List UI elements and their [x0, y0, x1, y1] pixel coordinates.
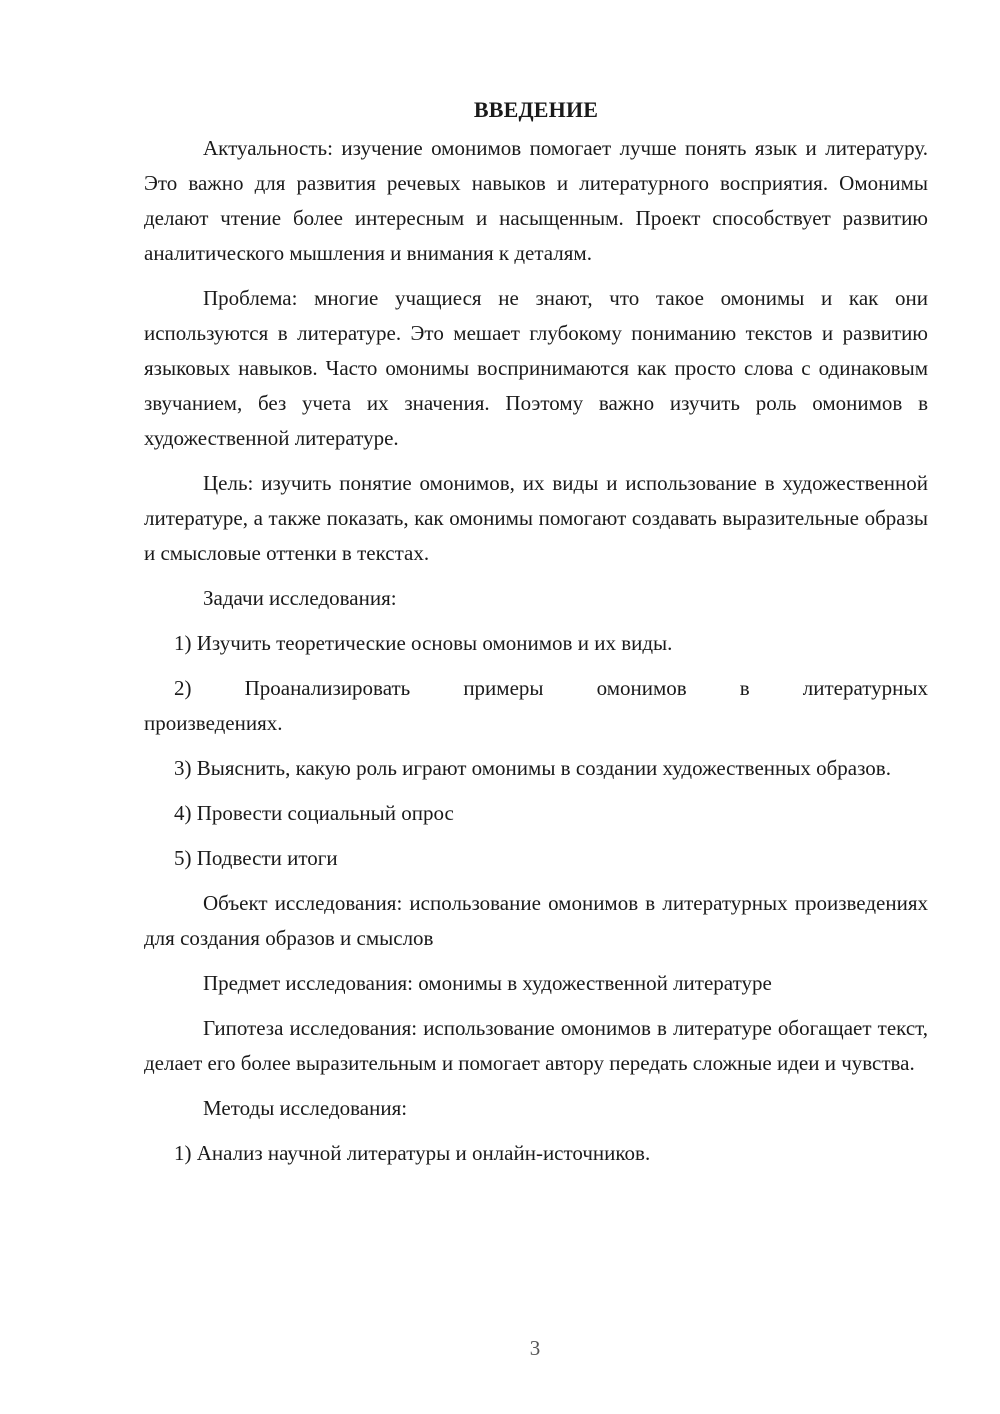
task-item-3: 3) Выяснить, какую роль играют омонимы в создании художественных образов.: [174, 756, 891, 780]
tasks-title: Задачи исследования:: [203, 586, 397, 610]
subject-paragraph: Предмет исследования: омонимы в художественной литературе: [203, 971, 772, 995]
task-item-1: 1) Изучить теоретические основы омонимов и их виды.: [174, 631, 673, 655]
page-number: 3: [529, 1336, 541, 1360]
methods-title: Методы исследования:: [203, 1096, 408, 1120]
section-heading: ВВЕДЕНИЕ: [473, 97, 599, 122]
object-paragraph: Объект исследования: использование омонимов в литературных произведениях для создания образов и смыслов: [144, 891, 928, 950]
task-item-4: 4) Провести социальный опрос: [174, 801, 454, 825]
goal-paragraph: Цель: изучить понятие омонимов, их виды и использование в художественной литературе, а также показать, как омонимы помогают создавать выразительные образы и смысловые оттенки в текстах.: [144, 471, 928, 565]
problem-paragraph: Проблема: многие учащиеся не знают, что такое омонимы и как они используются в литературе. Это мешает глубокому пониманию текстов и развитию языковых навыков. Часто омонимы воспринимаются как просто слова с одинаковым звучанием, без учета их значения. Поэтому важно изучить роль омонимов в художественной литературе.: [144, 286, 928, 450]
task-item-2: 2) Проанализировать примеры омонимов в литературных произведениях.: [144, 676, 928, 735]
task-item-5: 5) Подвести итоги: [174, 846, 338, 870]
relevance-paragraph: Актуальность: изучение омонимов помогает лучше понять язык и литературу. Это важно для развития речевых навыков и литературного восприятия. Омонимы делают чтение более интересным и насыщенным. Проект способствует развитию аналитического мышления и внимания к деталям.: [144, 136, 928, 265]
hypothesis-paragraph: Гипотеза исследования: использование омонимов в литературе обогащает текст, делает его более выразительным и помогает автору передать сложные идеи и чувства.: [144, 1016, 928, 1075]
method-item-1: 1) Анализ научной литературы и онлайн-источников.: [174, 1141, 651, 1165]
document-page: [144, 92, 928, 1181]
